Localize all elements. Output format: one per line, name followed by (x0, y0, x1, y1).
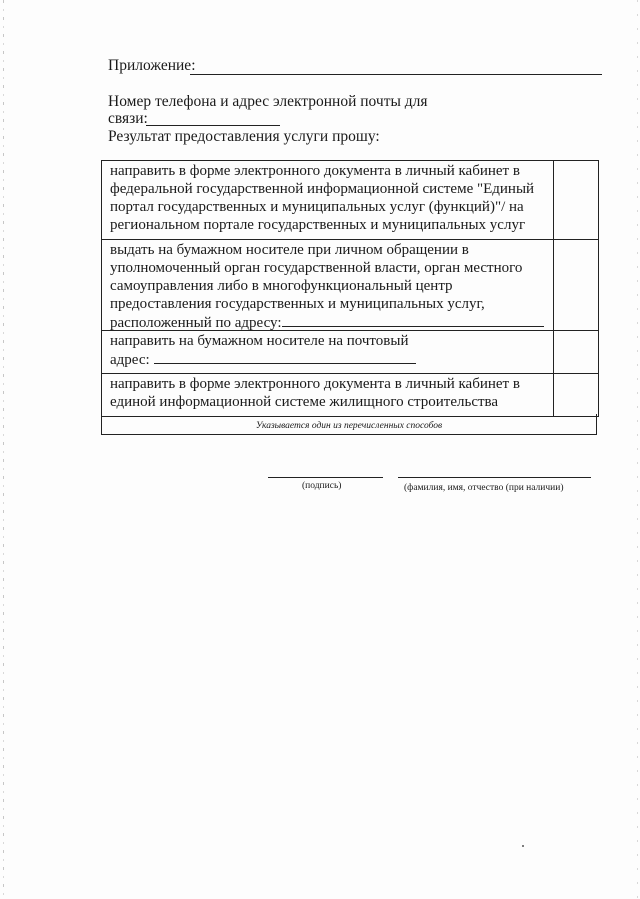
appendix-field[interactable] (190, 74, 602, 75)
option-text-epgu (102, 161, 554, 239)
option-line: федеральной государственной информационной системе "Единый (110, 181, 535, 197)
contact-label-line2: связи: (108, 110, 148, 127)
option-checkbox-post[interactable] (554, 331, 598, 373)
scan-speck (522, 845, 524, 847)
contact-field[interactable] (146, 125, 280, 126)
signature-caption: (подпись) (302, 481, 342, 491)
scan-edge-right (637, 0, 638, 899)
options-note: Указывается один из перечисленных способов (101, 414, 597, 435)
option-row-in-person (102, 240, 598, 331)
contact-label-line1: Номер телефона и адрес электронной почты для (108, 93, 428, 110)
option-row-epgu (102, 161, 598, 240)
delivery-options-table (101, 160, 599, 417)
option-row-post (102, 331, 598, 374)
option-checkbox-in-person[interactable] (554, 240, 598, 330)
option-line: адрес: (110, 352, 150, 368)
option-text-post (102, 331, 554, 373)
option-line: выдать на бумажном носителе при личном обращении в (110, 242, 469, 258)
option-text-in-person (102, 240, 554, 330)
option-line: направить на бумажном носителе на почтовый (110, 333, 409, 349)
option-line: уполномоченный орган государственной власти, орган местного (110, 260, 523, 276)
option-line: направить в форме электронного документа в личный кабинет в (110, 163, 520, 179)
option-line: региональном портале государственных и муниципальных услуг (110, 217, 526, 233)
address-field[interactable] (282, 313, 544, 327)
option-line: направить в форме электронного документа в личный кабинет в (110, 376, 520, 392)
option-line: самоуправления либо в многофункциональный центр (110, 278, 453, 294)
appendix-label: Приложение: (108, 57, 196, 74)
option-line: расположенный по адресу: (110, 315, 282, 331)
option-text-eisgs (102, 374, 554, 416)
option-line: предоставления государственных и муниципальных услуг, (110, 296, 485, 312)
option-checkbox-epgu[interactable] (554, 161, 598, 239)
postal-address-field[interactable] (154, 350, 416, 364)
option-checkbox-eisgs[interactable] (554, 374, 598, 416)
full-name-caption: (фамилия, имя, отчество (при наличии) (404, 483, 564, 493)
signature-field[interactable] (268, 477, 383, 478)
option-line: единой информационной системе жилищного строительства (110, 394, 499, 410)
option-row-eisgs (102, 374, 598, 416)
result-label: Результат предоставления услуги прошу: (108, 128, 380, 145)
full-name-field[interactable] (398, 477, 591, 478)
scan-edge-left (3, 0, 4, 899)
option-line: портал государственных и муниципальных услуг (функций)"/ на (110, 199, 524, 215)
